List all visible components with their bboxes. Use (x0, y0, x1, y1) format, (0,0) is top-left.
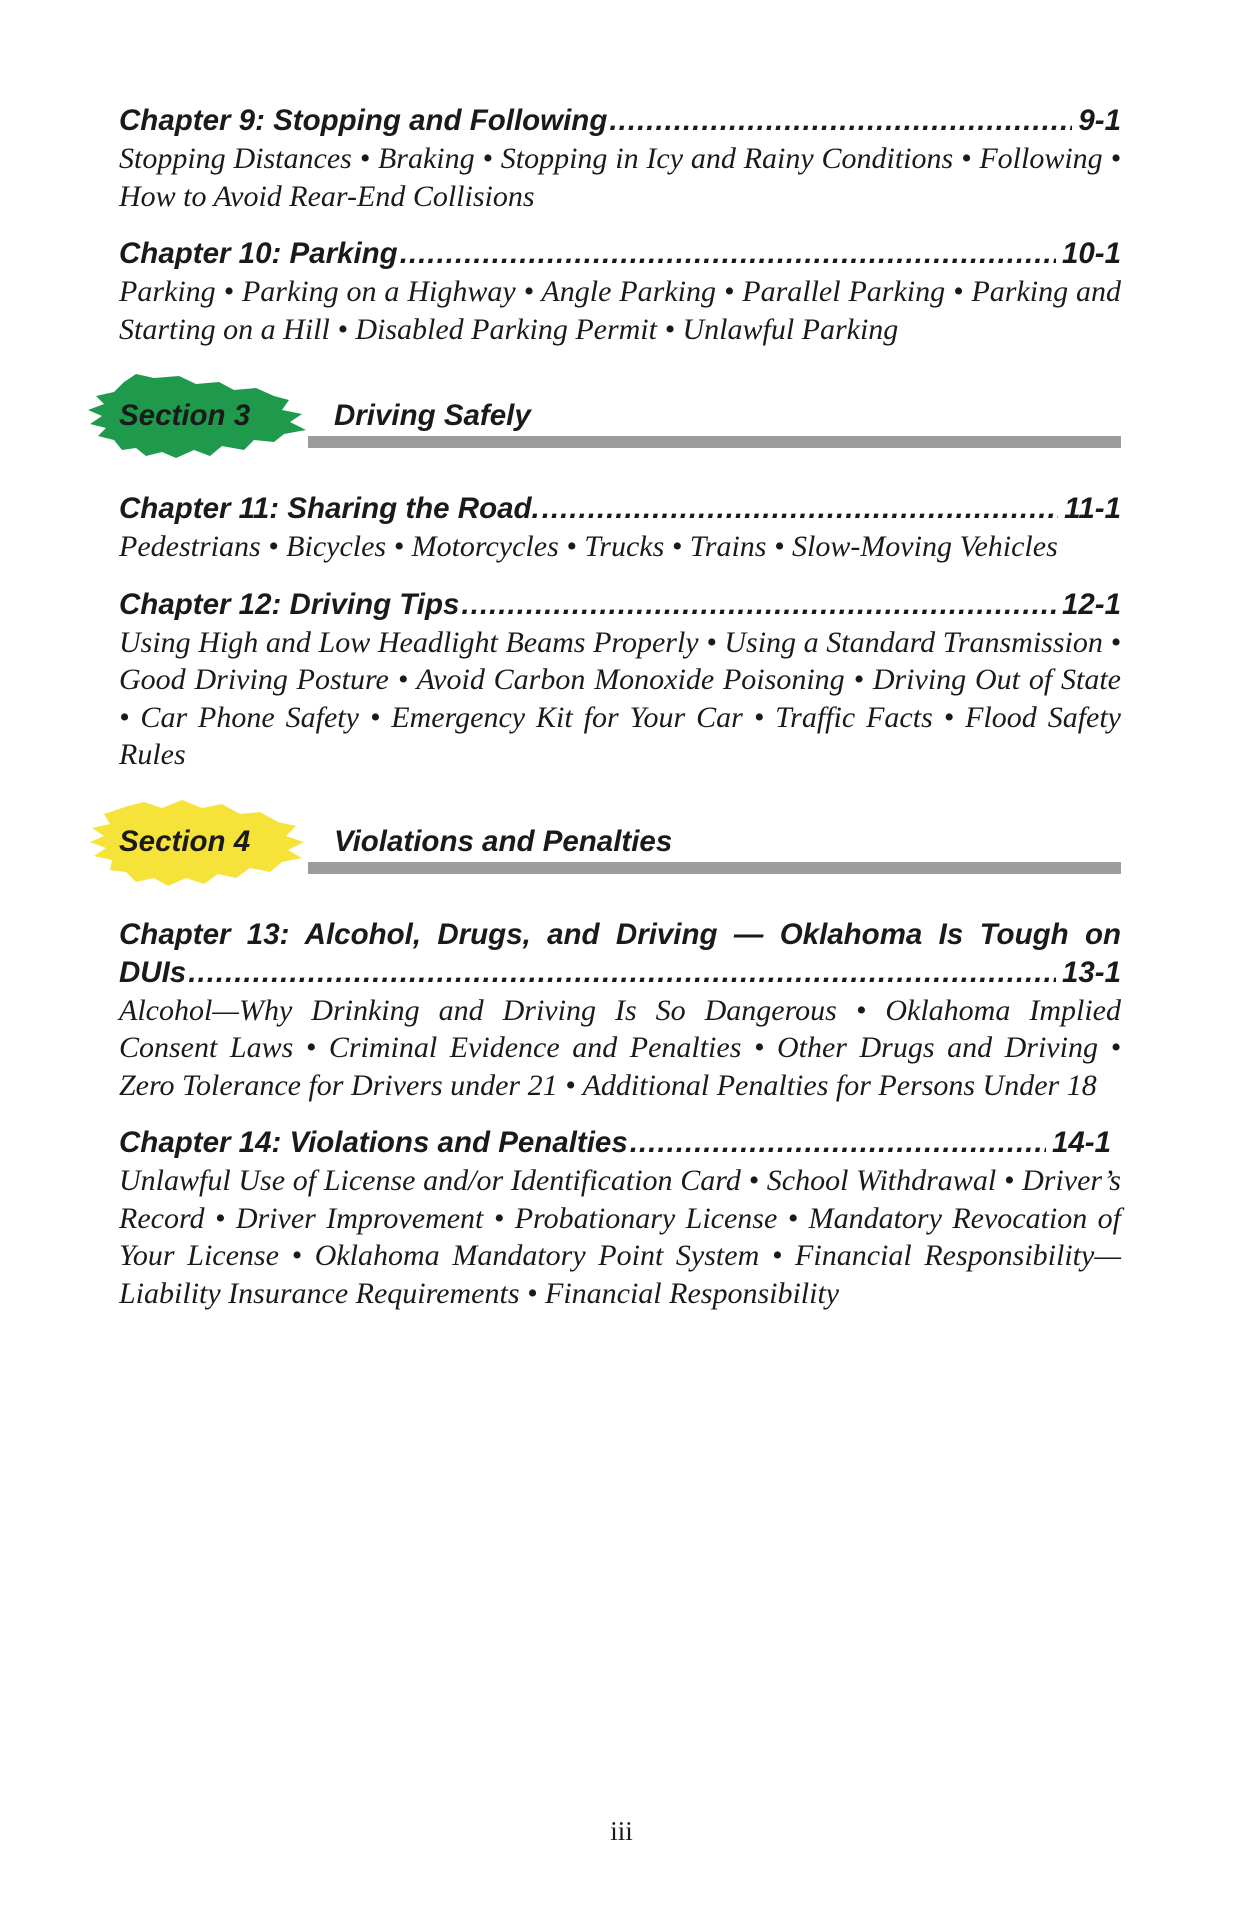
dot-leader (188, 954, 1056, 992)
chapter-topics: Unlawful Use of License and/or Identification Card • School Withdrawal • Driver’s Record • Driver Improvement • Probationary License • Mandatory Revocation of Your License • Oklahoma Mandatory Point System • Financial Responsibility—Liability Insurance Requirements • Financial Responsibility (119, 1164, 1121, 1310)
chapter-topics: Stopping Distances • Braking • Stopping in Icy and Rainy Conditions • Following • How to Avoid Rear-End Collisions (119, 142, 1121, 213)
chapter-title[interactable]: Chapter 14: Violations and Penalties (119, 1126, 628, 1159)
chapter-page[interactable]: 13-1 (1061, 955, 1121, 989)
chapter-topics: Pedestrians • Bicycles • Motorcycles • Trucks • Trains • Slow-Moving Vehicles (119, 530, 1058, 563)
chapter-title[interactable]: Chapter 9: Stopping and Following (119, 104, 608, 137)
dot-leader (542, 490, 1058, 528)
section-title: Driving Safely (334, 399, 531, 432)
toc-entry-chapter-9[interactable] (119, 102, 1121, 215)
toc-entry-chapter-11[interactable] (119, 490, 1121, 566)
section-4-header (119, 796, 1121, 906)
chapter-heading[interactable] (119, 954, 1121, 992)
chapter-topics: Using High and Low Headlight Beams Properly • Using a Standard Transmission • Good Driving Posture • Avoid Carbon Monoxide Poisoning • Driving Out of State • Car Phone Safety • Emergency Kit for Your Car • Traffic Facts • Flood Safety Rules (119, 625, 1121, 771)
chapter-title-line-2[interactable]: DUIs (119, 955, 187, 989)
section-label: Section 3 (119, 399, 251, 432)
toc-entry-chapter-12[interactable] (119, 586, 1121, 774)
page-number: iii (610, 1816, 633, 1846)
toc-entry-chapter-10[interactable] (119, 235, 1121, 348)
chapter-heading[interactable] (119, 586, 1121, 624)
chapter-page[interactable]: 12-1 (1061, 587, 1121, 621)
dot-leader (400, 235, 1056, 273)
toc-entry-chapter-13[interactable] (119, 916, 1121, 1105)
toc-entry-chapter-14[interactable] (119, 1124, 1121, 1312)
table-of-contents (119, 102, 1121, 1332)
chapter-heading[interactable] (119, 1124, 1121, 1162)
chapter-title-line-1[interactable]: Chapter 13: Alcohol, Drugs, and Driving — Oklahoma Is Tough on (119, 917, 1121, 951)
chapter-title[interactable]: Chapter 10: Parking (119, 237, 398, 270)
section-3-header (119, 370, 1121, 480)
chapter-page[interactable]: 11-1 (1064, 492, 1121, 525)
chapter-heading[interactable] (119, 490, 1121, 528)
chapter-title[interactable]: Chapter 12: Driving Tips (119, 587, 460, 621)
section-divider (308, 862, 1121, 874)
chapter-heading[interactable] (119, 102, 1121, 140)
section-divider (308, 436, 1121, 448)
dot-leader (609, 102, 1072, 140)
section-title: Violations and Penalties (334, 824, 673, 858)
section-label: Section 4 (119, 824, 251, 858)
dot-leader (630, 1124, 1046, 1162)
chapter-page[interactable]: 10-1 (1061, 237, 1121, 270)
chapter-page[interactable]: 14-1 (1051, 1126, 1111, 1159)
chapter-topics: Alcohol—Why Drinking and Driving Is So Dangerous • Oklahoma Implied Consent Laws • Criminal Evidence and Penalties • Other Drugs and Driving • Zero Tolerance for Drivers under 21 • Additional Penalties for Persons Under 18 (119, 993, 1121, 1102)
chapter-topics: Parking • Parking on a Highway • Angle Parking • Parallel Parking • Parking and Starting on a Hill • Disabled Parking Permit • Unlawful Parking (119, 275, 1121, 346)
dot-leader (461, 586, 1056, 624)
chapter-title[interactable]: Chapter 11: Sharing the Road. (119, 492, 540, 525)
chapter-page[interactable]: 9-1 (1078, 104, 1121, 137)
chapter-heading[interactable] (119, 235, 1121, 273)
